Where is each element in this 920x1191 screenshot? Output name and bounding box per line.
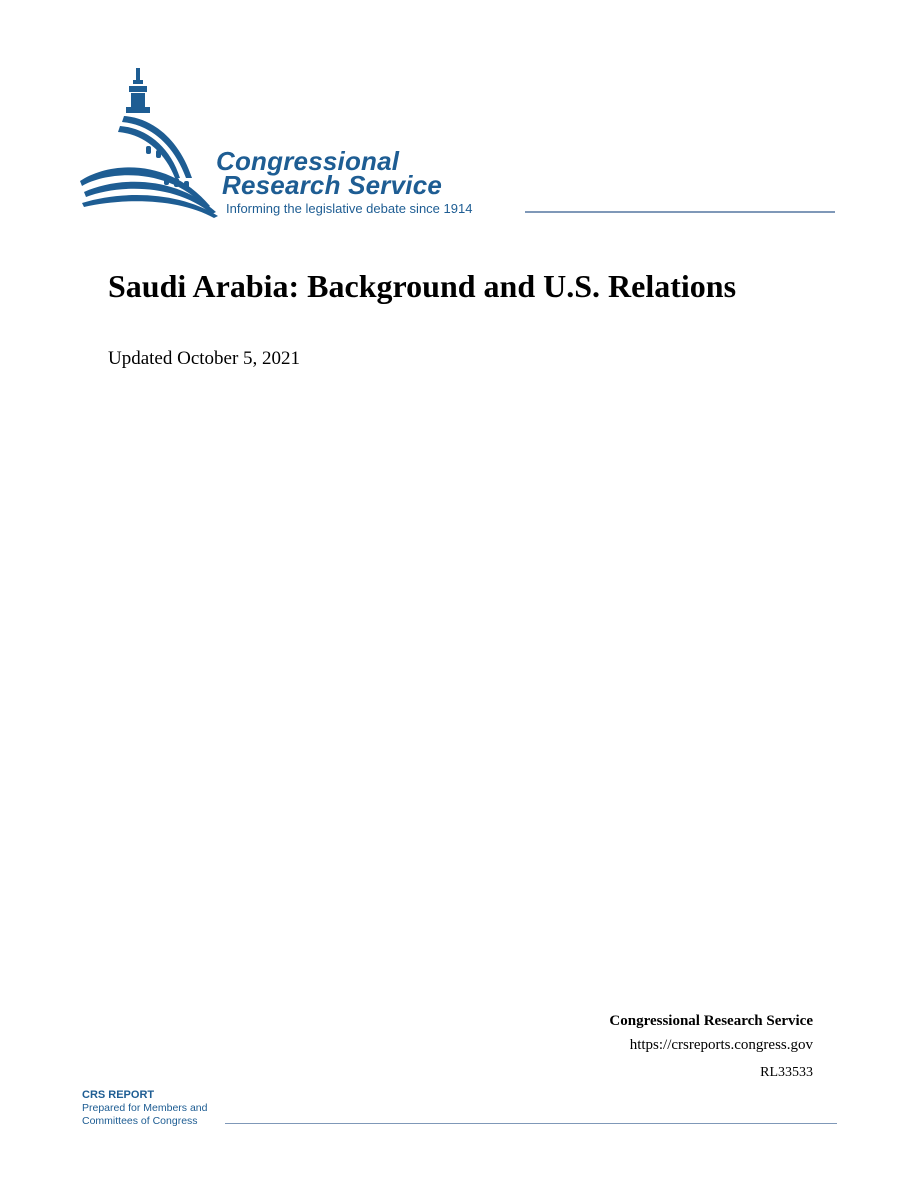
report-id: RL33533 — [760, 1065, 813, 1080]
org-url: https://crsreports.congress.gov — [629, 1037, 813, 1053]
footer-line2: Committees of Congress — [82, 1115, 198, 1127]
tagline: Informing the legislative debate since 1914 — [226, 201, 473, 216]
org-name: Congressional Research Service — [609, 1013, 813, 1029]
crs-logo — [80, 66, 840, 226]
footer — [82, 1089, 837, 1134]
org-name-line1: Congressional — [216, 146, 400, 176]
header-rule — [525, 211, 835, 213]
footer-line1: Prepared for Members and — [82, 1102, 208, 1114]
report-title: Saudi Arabia: Background and U.S. Relations — [108, 268, 737, 304]
org-name-line2: Research Service — [222, 170, 443, 200]
capitol-dome-icon — [80, 66, 220, 221]
updated-date: Updated October 5, 2021 — [108, 348, 301, 369]
footer-rule — [225, 1123, 837, 1124]
org-block — [609, 1013, 813, 1081]
footer-label: CRS REPORT — [82, 1089, 155, 1101]
